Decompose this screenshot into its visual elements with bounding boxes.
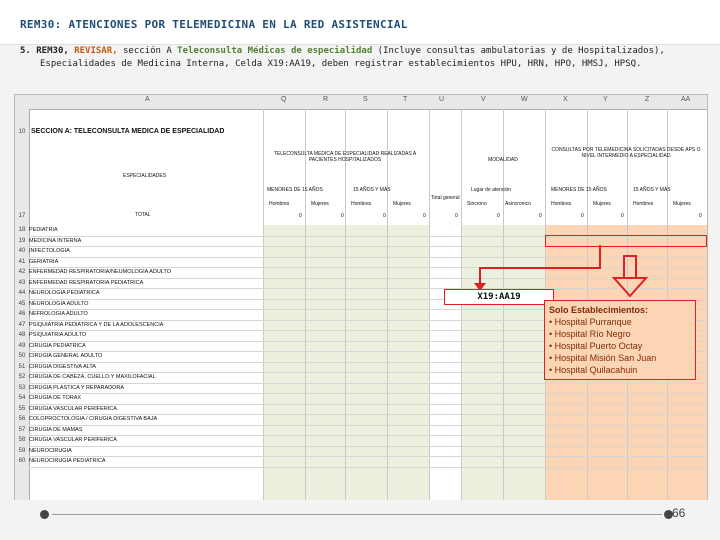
g-hombres-1: Hombres — [269, 201, 290, 207]
row-num: 50 — [18, 353, 26, 359]
callout-item: • Hospital Río Negro — [549, 329, 631, 339]
specialty-label: CIRUGIA VASCULAR PERIFERICA — [29, 437, 117, 443]
specialty-label: CIRUGIA DE CABEZA, CUELLO Y MAXILOFACIAL — [29, 374, 156, 380]
total-value: 0 — [699, 213, 702, 219]
row-num: 60 — [18, 458, 26, 464]
g-mujeres-3: Mujeres — [593, 201, 611, 207]
col-z: Z — [645, 96, 650, 103]
total-value: 0 — [455, 213, 458, 219]
footer-dot-left — [40, 510, 49, 519]
row-num: 55 — [18, 405, 26, 412]
specialty-label: COLOPROCTOLOGIA / CIRUGIA DIGESTIVA BAJA — [29, 416, 158, 422]
footer-line — [52, 514, 662, 515]
total-value: 0 — [621, 213, 624, 219]
col-w: W — [521, 96, 528, 103]
specialty-label: CIRUGIA GENERAL ADULTO — [29, 353, 103, 359]
col-aa: AA — [681, 96, 691, 103]
sub-15mas2: 15 AÑOS Y MÁS — [633, 187, 671, 193]
specialty-label: INFECTOLOGIA — [29, 248, 70, 254]
total-value: 0 — [383, 213, 386, 219]
col-a: A — [145, 96, 150, 103]
specialty-label: PSIQUIATRIA ADULTO — [29, 332, 87, 338]
g-mujeres-1: Mujeres — [311, 201, 329, 207]
col-u: U — [439, 96, 445, 103]
row-num: 46 — [18, 311, 26, 317]
specialty-label: NEUROLOGIA ADULTO — [29, 300, 89, 307]
total-value: 0 — [341, 213, 344, 219]
specialty-label: CIRUGIA DIGESTIVA ALTA — [29, 363, 96, 370]
total-value: 0 — [581, 213, 584, 219]
specialty-label: NEUROLOGIA PEDIATRICA — [29, 290, 100, 296]
establishments-callout — [544, 300, 696, 380]
callout-item: • Hospital Quilacahuin — [549, 365, 638, 375]
sub-menores: MENORES DE 15 AÑOS — [267, 187, 323, 193]
red-arrow-down-head — [614, 278, 646, 296]
specialty-label: NEUROCIRUGIA PEDIATRICA — [29, 458, 106, 464]
total-value: 0 — [539, 213, 542, 219]
header-group1: TELECONSULTA MEDICA DE ESPECIALIDAD REALIZADAS A PACIENTES HOSPITALIZADOS — [273, 151, 417, 163]
callout-item: • Hospital Misión San Juan — [549, 353, 657, 363]
specialty-label: CIRUGIA PLASTICA Y REPARADORA — [29, 384, 125, 391]
row-num: 40 — [18, 248, 26, 254]
specialty-label: CIRUGIA DE TORAX — [29, 395, 82, 401]
specialty-label: ENFERMEDAD RESPIRATORIA PEDIATRICA — [29, 279, 144, 286]
callout-item: • Hospital Purranque — [549, 317, 632, 327]
row-num: 45 — [18, 300, 26, 307]
col-r: R — [323, 96, 329, 103]
instruction-part2: (Incluye consultas ambulatorias y de Hospitalizados), — [372, 46, 665, 56]
instruction-part1: sección A — [117, 46, 178, 56]
row-num: 43 — [18, 279, 26, 286]
row-num: 10 — [18, 129, 26, 135]
row-num: 44 — [18, 290, 26, 296]
specialty-label: NEUROCIRUGIA — [29, 447, 72, 454]
header-total: TOTAL — [135, 212, 151, 218]
col-v: V — [481, 96, 486, 103]
cell-range-label: X19:AA19 — [444, 289, 554, 305]
instruction-rem: REM30, — [36, 46, 69, 56]
g-hombres-3: Hombres — [551, 201, 572, 207]
row-num: 48 — [18, 332, 26, 338]
row-num: 41 — [18, 258, 26, 265]
row-num: 58 — [18, 437, 26, 443]
header-especialidades: ESPECIALIDADES — [123, 173, 167, 179]
row-num: 17 — [18, 213, 26, 219]
sub-total-general: Total general — [431, 195, 460, 201]
specialty-label: NEFROLOGIA ADULTO — [29, 311, 88, 317]
page-number: 66 — [672, 506, 686, 520]
total-value: 0 — [497, 213, 500, 219]
header-modalidad: MODALIDAD — [488, 157, 518, 163]
slide-title: REM30: ATENCIONES POR TELEMEDICINA EN LA RED ASISTENCIAL — [20, 18, 408, 31]
specialty-label: CIRUGIA DE MAMAS — [29, 426, 83, 433]
instruction-revisar: REVISAR, — [74, 46, 118, 56]
red-arrow-left — [480, 245, 600, 287]
col-s: S — [363, 96, 368, 103]
row-num: 53 — [18, 384, 26, 391]
row-num: 18 — [18, 227, 26, 233]
row-num: 56 — [18, 416, 26, 422]
row-num: 42 — [18, 269, 26, 275]
row-num: 57 — [18, 426, 26, 433]
instruction-number: 5. — [20, 46, 31, 56]
specialty-label: MEDICINA INTERNA — [29, 237, 82, 244]
specialty-label: CIRUGIA VASCULAR PERIFERICA — [29, 405, 117, 412]
g-mujeres-4: Mujeres — [673, 201, 691, 207]
row-num: 47 — [18, 321, 26, 328]
row-num: 59 — [18, 447, 26, 454]
col-q: Q — [281, 96, 287, 103]
specialty-label: ENFERMEDAD RESPIRATORIA/NEUMOLOGIA ADULTO — [29, 269, 172, 275]
row-num: 52 — [18, 374, 26, 380]
row-num: 19 — [18, 237, 26, 244]
red-arrow-down-body — [624, 256, 636, 278]
callout-item: • Hospital Puerto Octay — [549, 341, 643, 351]
specialty-label: PSIQUIATRIA PEDIATRICA Y DE LA ADOLESCENCIA — [29, 321, 164, 328]
specialty-label: GERIATRIA — [29, 258, 59, 265]
sub-lugar: Lugar de atención — [471, 187, 512, 193]
specialty-label: PEDIATRIA — [29, 227, 58, 233]
col-y: Y — [603, 96, 608, 103]
instruction-line2: Especialidades de Medicina Interna, Celda X19:AA19, deben registrar establecimientos HPU, HRN, HPO, HMSJ, HPSQ. — [40, 59, 642, 69]
col-t: T — [403, 96, 408, 103]
header-group2: CONSULTAS POR TELEMEDICINA SOLICITADAS DESDE APS O NIVEL INTERMEDIO A ESPECIALIDAD — [551, 147, 701, 159]
specialty-label: CIRUGIA PEDIATRICA — [29, 342, 86, 349]
row-num: 49 — [18, 342, 26, 349]
g-asincrono: Asincronico — [505, 201, 531, 207]
callout-heading: Solo Establecimientos: — [549, 305, 649, 315]
row-num: 51 — [18, 363, 26, 370]
slide-footer — [0, 500, 720, 540]
row-num: 54 — [18, 395, 26, 401]
col-x: X — [563, 96, 568, 103]
sub-15mas: 15 AÑOS Y MÁS — [353, 187, 391, 193]
sub-menores2: MENORES DE 15 AÑOS — [551, 187, 607, 193]
g-hombres-4: Hombres — [633, 201, 654, 207]
total-value: 0 — [299, 213, 302, 219]
total-value: 0 — [423, 213, 426, 219]
g-hombres-2: Hombres — [351, 201, 372, 207]
g-mujeres-2: Mujeres — [393, 201, 411, 207]
instruction-teleconsulta: Teleconsulta Médicas de especialidad — [177, 46, 373, 56]
section-title: SECCION A: TELECONSULTA MEDICA DE ESPECIALIDAD — [31, 128, 225, 135]
g-sincrono: Sincrono — [467, 201, 487, 207]
